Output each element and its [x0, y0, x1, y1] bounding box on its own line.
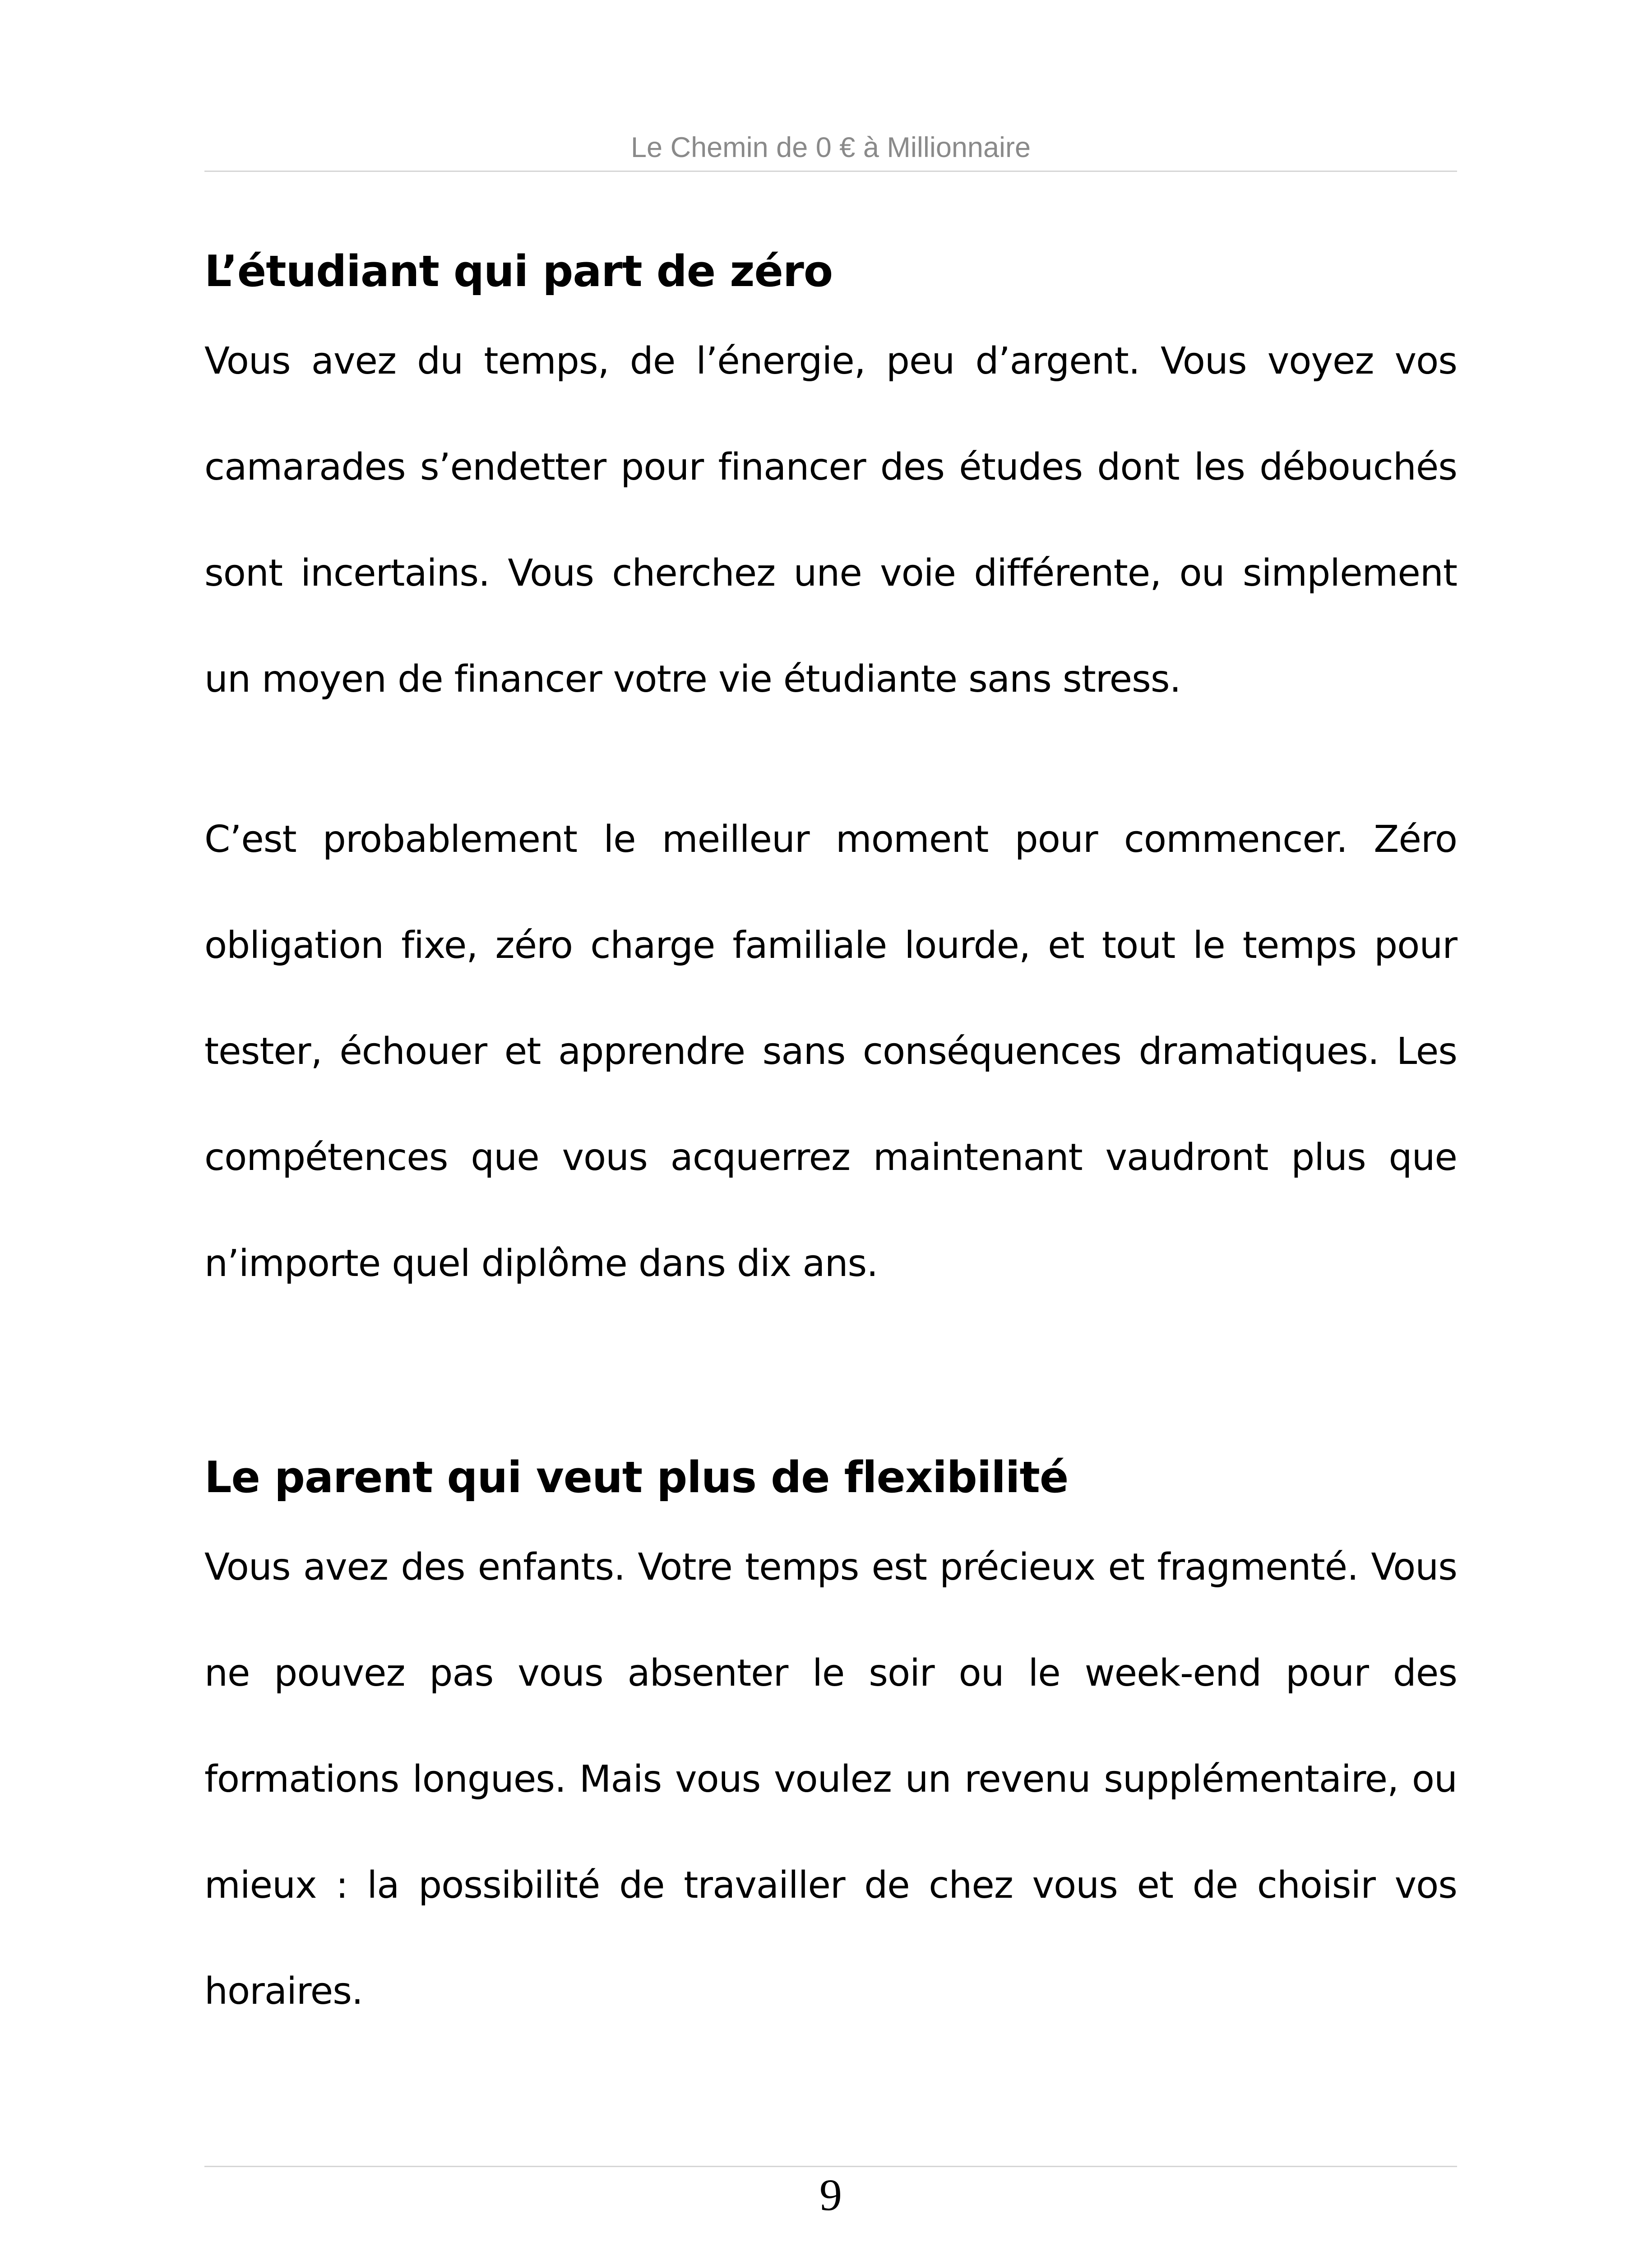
page-number: 9	[819, 2170, 842, 2220]
body-paragraph: Vous avez du temps, de l’énergie, peu d’argent. Vous voyez vos camarades s’endetter pour financer des études dont les débouchés sont incertains. Vous cherchez une voie différente, ou simplement un moyen de financer votre vie étudiante sans stress.	[204, 340, 1457, 701]
section-heading: L’étudiant qui part de zéro	[204, 247, 833, 296]
section-heading: Le parent qui veut plus de flexibilité	[204, 1453, 1069, 1502]
page-content	[204, 239, 1457, 2044]
header-divider	[204, 171, 1457, 172]
footer-divider	[204, 2166, 1457, 2167]
body-paragraph: C’est probablement le meilleur moment pour commencer. Zéro obligation fixe, zéro charge familiale lourde, et tout le temps pour tester, échouer et apprendre sans conséquences dramatiques. Les compétences que vous acquerrez maintenant vaudront plus que n’importe quel diplôme dans dix ans.	[204, 818, 1457, 1285]
running-header: Le Chemin de 0 € à Millionnaire	[631, 132, 1031, 163]
body-paragraph: Vous avez des enfants. Votre temps est précieux et fragmenté. Vous ne pouvez pas vous absenter le soir ou le week-end pour des formations longues. Mais vous voulez un revenu supplémentaire, ou mieux : la possibilité de travailler de chez vous et de choisir vos horaires.	[204, 1546, 1457, 2013]
